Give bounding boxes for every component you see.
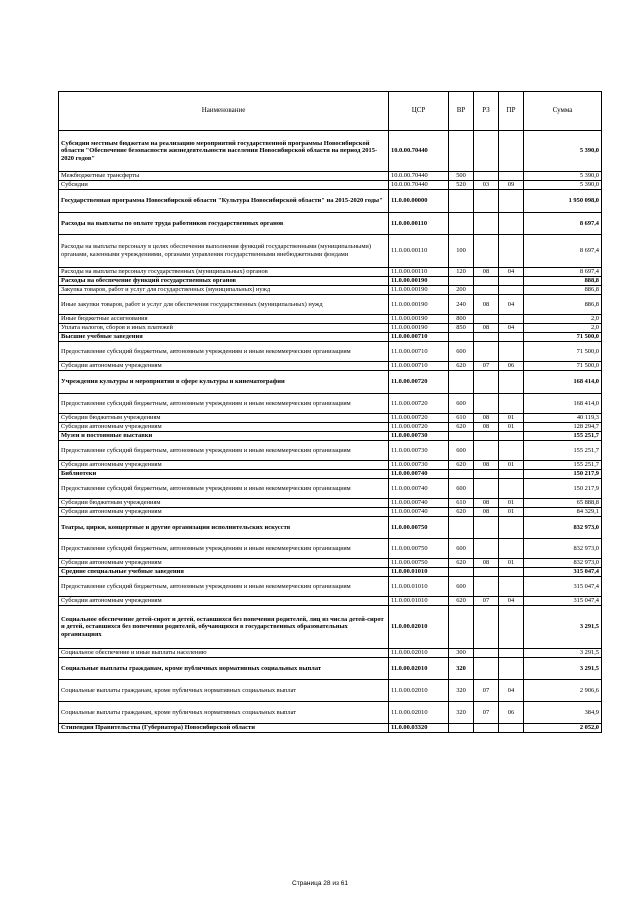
table-row [59,658,602,680]
row-sum: 5 390,0 [524,131,602,172]
row-rz: 08 [474,559,499,568]
row-pr [499,479,524,499]
row-sum: 2,0 [524,324,602,333]
row-pr: 01 [499,461,524,470]
row-vr: 240 [449,295,474,315]
table-row [59,181,602,190]
row-vr: 850 [449,324,474,333]
row-csr: 11.0.00.00740 [389,479,449,499]
row-sum: 128 294,7 [524,423,602,432]
row-csr: 11.0.00.01010 [389,577,449,597]
row-name: Субсидии автономным учреждениям [59,423,389,432]
row-pr [499,658,524,680]
table-row [59,371,602,394]
row-csr: 11.0.00.00750 [389,539,449,559]
row-sum: 832 973,0 [524,559,602,568]
table-row [59,606,602,649]
row-sum: 5 390,0 [524,181,602,190]
table-row [59,394,602,414]
row-pr [499,649,524,658]
row-pr [499,235,524,268]
row-rz [474,539,499,559]
row-name: Субсидии [59,181,389,190]
row-name: Субсидии автономным учреждениям [59,362,389,371]
row-pr [499,441,524,461]
row-vr: 610 [449,499,474,508]
table-row [59,461,602,470]
row-pr [499,517,524,539]
row-sum: 3 291,5 [524,658,602,680]
row-sum: 384,9 [524,702,602,724]
table-row [59,517,602,539]
row-csr: 11.0.00.00750 [389,517,449,539]
row-rz [474,479,499,499]
row-pr [499,286,524,295]
row-name: Театры, цирки, концертные и другие организации исполнительских искусств [59,517,389,539]
row-pr [499,333,524,342]
row-csr: 11.0.00.02010 [389,649,449,658]
row-csr: 11.0.00.00190 [389,324,449,333]
row-rz: 08 [474,508,499,517]
row-csr: 10.0.00.70440 [389,172,449,181]
row-vr [449,470,474,479]
row-sum: 150 217,9 [524,479,602,499]
row-csr: 11.0.00.00720 [389,371,449,394]
row-rz [474,432,499,441]
table-row [59,414,602,423]
table-row [59,213,602,235]
row-csr: 11.0.00.00710 [389,362,449,371]
header-sum: Сумма [524,92,602,131]
row-vr: 320 [449,680,474,702]
row-rz [474,172,499,181]
table-row [59,286,602,295]
table-row [59,499,602,508]
row-vr: 610 [449,414,474,423]
row-pr [499,190,524,213]
row-vr [449,277,474,286]
row-sum: 40 119,3 [524,414,602,423]
row-sum: 3 291,5 [524,606,602,649]
row-pr: 06 [499,702,524,724]
row-vr: 620 [449,423,474,432]
row-rz: 08 [474,461,499,470]
table-row [59,362,602,371]
row-sum: 8 697,4 [524,268,602,277]
row-csr: 11.0.00.02010 [389,658,449,680]
table-row [59,577,602,597]
row-rz [474,333,499,342]
row-name: Учреждения культуры и мероприятия в сфере культуры и кинематографии [59,371,389,394]
row-vr: 320 [449,658,474,680]
row-rz [474,649,499,658]
row-csr: 11.0.00.00110 [389,268,449,277]
table-row [59,539,602,559]
row-pr: 01 [499,499,524,508]
row-csr: 11.0.00.00750 [389,559,449,568]
row-rz: 08 [474,414,499,423]
row-name: Социальное обеспечение и иные выплаты населению [59,649,389,658]
row-sum: 315 047,4 [524,568,602,577]
header-rz: РЗ [474,92,499,131]
row-vr: 620 [449,597,474,606]
row-pr [499,577,524,597]
row-vr: 600 [449,577,474,597]
table-row [59,568,602,577]
table-row [59,333,602,342]
table-row [59,508,602,517]
row-vr: 800 [449,315,474,324]
row-pr [499,371,524,394]
row-vr: 600 [449,539,474,559]
row-csr: 11.0.00.00190 [389,277,449,286]
row-name: Иные закупки товаров, работ и услуг для обеспечения государственных (муниципальных) нужд [59,295,389,315]
row-csr: 11.0.00.00720 [389,414,449,423]
row-name: Субсидии местным бюджетам на реализацию мероприятий государственной программы Новосибирской области "Обеспечение безопасности жизнедеятельности населения Новосибирской области на период 2015-2020 годов" [59,131,389,172]
row-vr [449,568,474,577]
row-pr [499,470,524,479]
row-sum: 832 973,0 [524,539,602,559]
row-rz: 08 [474,324,499,333]
row-pr [499,394,524,414]
row-name: Расходы на выплаты персоналу в целях обеспечения выполнения функций государственными (муниципальными) органами, казенными учреждениями, органами управления государственными внебюджетными фондами [59,235,389,268]
row-csr: 11.0.00.01010 [389,568,449,577]
row-name: Социальные выплаты гражданам, кроме публичных нормативных социальных выплат [59,680,389,702]
table-row [59,295,602,315]
table-row [59,649,602,658]
header-csr: ЦСР [389,92,449,131]
row-pr [499,131,524,172]
row-rz: 08 [474,423,499,432]
budget-table [58,91,602,733]
row-name: Субсидии автономным учреждениям [59,508,389,517]
row-csr: 11.0.00.03320 [389,724,449,733]
row-name: Предоставление субсидий бюджетным, автономным учреждениям и иным некоммерческим организациям [59,479,389,499]
table-row [59,479,602,499]
row-csr: 11.0.00.00740 [389,470,449,479]
row-csr: 11.0.00.00730 [389,432,449,441]
row-vr: 620 [449,559,474,568]
row-rz [474,342,499,362]
row-vr: 620 [449,461,474,470]
row-sum: 2 052,0 [524,724,602,733]
row-vr: 600 [449,479,474,499]
header-name: Наименование [59,92,389,131]
row-sum: 315 047,4 [524,577,602,597]
row-rz [474,286,499,295]
row-name: Субсидии бюджетным учреждениям [59,414,389,423]
row-sum: 71 500,0 [524,342,602,362]
row-sum: 1 950 098,0 [524,190,602,213]
row-name: Социальные выплаты гражданам, кроме публичных нормативных социальных выплат [59,702,389,724]
row-pr [499,172,524,181]
row-rz [474,190,499,213]
row-rz [474,131,499,172]
row-sum: 888,8 [524,277,602,286]
row-csr: 11.0.00.00110 [389,235,449,268]
row-vr [449,432,474,441]
row-name: Музеи и постоянные выставки [59,432,389,441]
row-vr [449,333,474,342]
row-pr: 04 [499,597,524,606]
row-sum: 886,8 [524,286,602,295]
table-row [59,268,602,277]
row-name: Закупка товаров, работ и услуг для государственных (муниципальных) нужд [59,286,389,295]
row-csr: 10.0.00.70440 [389,181,449,190]
row-rz [474,606,499,649]
row-rz: 08 [474,295,499,315]
row-sum: 155 251,7 [524,432,602,441]
header-vr: ВР [449,92,474,131]
row-sum: 168 414,0 [524,394,602,414]
row-rz: 07 [474,680,499,702]
row-rz: 03 [474,181,499,190]
row-name: Библиотеки [59,470,389,479]
row-csr: 11.0.00.00730 [389,461,449,470]
row-vr [449,517,474,539]
row-sum: 155 251,7 [524,461,602,470]
row-rz [474,213,499,235]
row-csr: 11.0.00.02010 [389,606,449,649]
table-row [59,324,602,333]
table-row [59,470,602,479]
table-row [59,724,602,733]
table-row [59,277,602,286]
table-row [59,190,602,213]
header-pr: ПР [499,92,524,131]
table-row [59,702,602,724]
row-rz: 07 [474,702,499,724]
row-name: Государственная программа Новосибирской области "Культура Новосибирской области" на 2015-2020 годы" [59,190,389,213]
row-pr [499,315,524,324]
row-name: Высшие учебные заведения [59,333,389,342]
row-pr [499,568,524,577]
row-vr: 100 [449,235,474,268]
row-sum: 3 291,5 [524,649,602,658]
row-name: Иные бюджетные ассигнования [59,315,389,324]
row-rz: 07 [474,362,499,371]
row-vr [449,190,474,213]
row-pr [499,342,524,362]
table-row [59,441,602,461]
row-rz [474,371,499,394]
table-row [59,131,602,172]
row-rz: 07 [474,597,499,606]
row-name: Социальные выплаты гражданам, кроме публичных нормативных социальных выплат [59,658,389,680]
row-sum: 8 697,4 [524,235,602,268]
row-name: Предоставление субсидий бюджетным, автономным учреждениям и иным некоммерческим организациям [59,577,389,597]
row-name: Субсидии автономным учреждениям [59,597,389,606]
row-pr: 01 [499,559,524,568]
row-csr: 11.0.00.00710 [389,333,449,342]
table-header-row [59,92,602,131]
row-sum: 886,8 [524,295,602,315]
table-body [59,131,602,733]
row-csr: 10.0.00.70440 [389,131,449,172]
row-name: Предоставление субсидий бюджетным, автономным учреждениям и иным некоммерческим организациям [59,394,389,414]
row-csr: 11.0.00.00740 [389,508,449,517]
row-csr: 11.0.00.00190 [389,295,449,315]
row-pr: 06 [499,362,524,371]
row-vr [449,213,474,235]
row-pr [499,724,524,733]
table-row [59,423,602,432]
row-rz: 08 [474,268,499,277]
table-row [59,235,602,268]
row-vr [449,606,474,649]
row-pr [499,606,524,649]
table-row [59,680,602,702]
row-rz [474,658,499,680]
row-rz [474,517,499,539]
row-vr [449,371,474,394]
row-csr: 11.0.00.00720 [389,423,449,432]
row-sum: 65 888,8 [524,499,602,508]
row-vr: 320 [449,702,474,724]
table-row [59,559,602,568]
row-csr: 11.0.00.02010 [389,680,449,702]
row-pr [499,277,524,286]
row-rz [474,470,499,479]
row-csr: 11.0.00.00190 [389,286,449,295]
row-pr [499,539,524,559]
row-sum: 155 251,7 [524,441,602,461]
row-pr [499,213,524,235]
row-sum: 5 390,0 [524,172,602,181]
row-sum: 168 414,0 [524,371,602,394]
row-pr: 09 [499,181,524,190]
row-name: Субсидии бюджетным учреждениям [59,499,389,508]
row-vr [449,724,474,733]
row-name: Субсидии автономным учреждениям [59,461,389,470]
row-name: Расходы на выплаты персоналу государственных (муниципальных) органов [59,268,389,277]
row-vr: 520 [449,181,474,190]
row-csr: 11.0.00.00110 [389,213,449,235]
row-sum: 150 217,9 [524,470,602,479]
row-name: Средние специальные учебные заведения [59,568,389,577]
row-csr: 11.0.00.00740 [389,499,449,508]
row-pr: 04 [499,295,524,315]
row-sum: 2,0 [524,315,602,324]
row-name: Субсидии автономным учреждениям [59,559,389,568]
row-name: Расходы на выплаты по оплате труда работников государственных органов [59,213,389,235]
row-pr: 04 [499,268,524,277]
row-pr: 01 [499,423,524,432]
row-vr: 300 [449,649,474,658]
table-row [59,315,602,324]
row-csr: 11.0.00.00720 [389,394,449,414]
table-row [59,172,602,181]
row-rz: 08 [474,499,499,508]
row-rz [474,235,499,268]
table-row [59,597,602,606]
row-rz [474,577,499,597]
row-vr: 620 [449,508,474,517]
row-rz [474,277,499,286]
row-pr: 04 [499,324,524,333]
row-name: Социальное обеспечение детей-сирот и детей, оставшихся без попечения родителей, лиц из числа детей-сирот и детей, оставшихся без попечения родителей, обучающихся в государственных образовательных организациях [59,606,389,649]
row-vr: 500 [449,172,474,181]
row-pr: 01 [499,414,524,423]
row-pr: 01 [499,508,524,517]
row-pr: 04 [499,680,524,702]
row-pr [499,432,524,441]
row-sum: 2 906,6 [524,680,602,702]
row-csr: 11.0.00.00730 [389,441,449,461]
row-name: Предоставление субсидий бюджетным, автономным учреждениям и иным некоммерческим организациям [59,539,389,559]
table-row [59,432,602,441]
table-row [59,342,602,362]
row-sum: 71 500,0 [524,333,602,342]
row-name: Расходы на обеспечение функций государственных органов [59,277,389,286]
row-name: Стипендия Правительства (Губернатора) Новосибирской области [59,724,389,733]
row-rz [474,441,499,461]
row-name: Уплата налогов, сборов и иных платежей [59,324,389,333]
row-rz [474,568,499,577]
row-vr: 600 [449,394,474,414]
row-csr: 11.0.00.02010 [389,702,449,724]
row-name: Межбюджетные трансферты [59,172,389,181]
row-name: Предоставление субсидий бюджетным, автономным учреждениям и иным некоммерческим организациям [59,441,389,461]
row-sum: 315 047,4 [524,597,602,606]
row-vr: 600 [449,342,474,362]
row-rz [474,724,499,733]
row-sum: 84 329,1 [524,508,602,517]
row-csr: 11.0.00.01010 [389,597,449,606]
row-vr: 120 [449,268,474,277]
row-name: Предоставление субсидий бюджетным, автономным учреждениям и иным некоммерческим организациям [59,342,389,362]
row-vr: 600 [449,441,474,461]
row-rz [474,315,499,324]
row-sum: 71 500,0 [524,362,602,371]
page-number: Страница 28 из 61 [292,880,348,887]
row-vr: 200 [449,286,474,295]
row-sum: 832 973,0 [524,517,602,539]
row-csr: 11.0.00.00190 [389,315,449,324]
row-vr: 620 [449,362,474,371]
row-sum: 8 697,4 [524,213,602,235]
row-csr: 11.0.00.00000 [389,190,449,213]
row-csr: 11.0.00.00710 [389,342,449,362]
row-vr [449,131,474,172]
row-rz [474,394,499,414]
